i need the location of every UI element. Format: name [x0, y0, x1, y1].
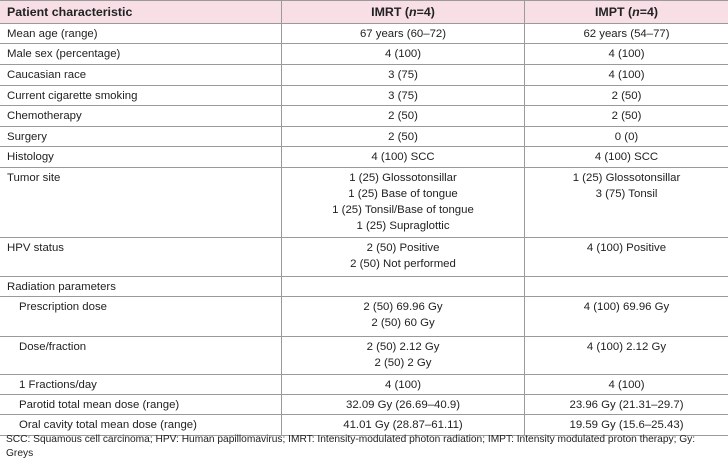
- impt-value: 19.59 Gy (15.6–25.43): [569, 419, 684, 431]
- imrt-value: [282, 339, 524, 371]
- row-label: Male sex (percentage): [7, 48, 121, 60]
- row-label: Caucasian race: [7, 69, 87, 81]
- table-footnote: SCC: Squamous cell carcinoma; HPV: Human papillomavirus; IMRT: Intensity-modulated photon radiation; IMPT: Intensity modulated proton therapy; Gy: Greys: [6, 434, 696, 459]
- value-line: 2 (50) 69.96 Gy: [363, 301, 443, 313]
- imrt-value: 4 (100): [384, 379, 422, 391]
- impt-value: 4 (100) Positive: [586, 242, 667, 254]
- impt-value: 4 (100): [608, 379, 645, 391]
- row-label: 1 Fractions/day: [19, 379, 97, 391]
- header-imrt: IMRT (n=4): [371, 5, 435, 19]
- table-row: [0, 337, 728, 375]
- table-row: [0, 168, 728, 238]
- row-label: Parotid total mean dose (range): [19, 399, 180, 411]
- row-label: Tumor site: [7, 172, 61, 184]
- table-row: [0, 297, 728, 337]
- impt-value: 0 (0): [614, 131, 639, 143]
- value-line: 1 (25) Glossotonsillar: [572, 172, 681, 184]
- imrt-value: 67 years (60–72): [359, 28, 447, 40]
- table-row: [0, 24, 728, 44]
- imrt-value: 32.09 Gy (26.69–40.9): [346, 399, 460, 411]
- imrt-value: [282, 299, 524, 331]
- row-label: Prescription dose: [19, 301, 108, 313]
- impt-value: 2 (50): [611, 90, 642, 102]
- value-line: 2 (50) Not performed: [350, 258, 456, 270]
- value-line: 1 (25) Base of tongue: [348, 188, 458, 200]
- table-row: [0, 375, 728, 395]
- header-patient-characteristic: Patient characteristic: [7, 5, 133, 19]
- table-row: [0, 395, 728, 415]
- value-line: 2 (50) Positive: [366, 242, 440, 254]
- imrt-value: 2 (50): [388, 110, 418, 122]
- value-line: 2 (50) 2.12 Gy: [366, 341, 440, 353]
- table-row: [0, 238, 728, 277]
- table-row: [0, 65, 728, 86]
- imrt-value: [282, 170, 524, 234]
- impt-value: 4 (100) SCC: [594, 151, 659, 163]
- impt-value: 4 (100): [608, 48, 645, 60]
- imrt-value: 3 (75): [388, 90, 418, 102]
- row-label: Current cigarette smoking: [7, 90, 138, 102]
- value-line: 3 (75) Tonsil: [595, 188, 658, 200]
- table-header: [0, 0, 728, 24]
- table-row: [0, 147, 728, 168]
- impt-value: 4 (100): [608, 69, 645, 81]
- row-label: Chemotherapy: [7, 110, 82, 122]
- column-divider: [524, 277, 525, 296]
- row-label: HPV status: [7, 242, 64, 254]
- imrt-value: 2 (50): [388, 131, 418, 143]
- header-impt: IMPT (n=4): [594, 5, 658, 19]
- table-row: [0, 127, 728, 147]
- impt-value: 4 (100) 2.12 Gy: [586, 341, 667, 353]
- imrt-value: [282, 240, 524, 272]
- value-line: 1 (25) Glossotonsillar: [349, 172, 457, 184]
- section-label: Radiation parameters: [7, 281, 116, 293]
- row-label: Histology: [7, 151, 54, 163]
- row-label: Oral cavity total mean dose (range): [19, 419, 197, 431]
- value-line: 2 (50) 2 Gy: [374, 357, 432, 369]
- column-divider: [281, 277, 282, 296]
- impt-value: 23.96 Gy (21.31–29.7): [569, 399, 684, 411]
- table-row: [0, 106, 728, 127]
- impt-value: 62 years (54–77): [583, 28, 670, 40]
- table-row: [0, 86, 728, 106]
- row-label: Dose/fraction: [19, 341, 87, 353]
- value-line: 1 (25) Tonsil/Base of tongue: [332, 204, 474, 216]
- imrt-value: 4 (100): [384, 48, 422, 60]
- table-row-section: [0, 277, 728, 297]
- impt-value: 4 (100) 69.96 Gy: [583, 301, 670, 313]
- table-row: [0, 44, 728, 65]
- impt-value: 2 (50): [611, 110, 642, 122]
- impt-value: [525, 170, 728, 202]
- value-line: 1 (25) Supraglottic: [356, 220, 450, 232]
- row-label: Mean age (range): [7, 28, 98, 40]
- value-line: 2 (50) 60 Gy: [371, 317, 435, 329]
- imrt-value: 3 (75): [388, 69, 418, 81]
- imrt-value: 4 (100) SCC: [371, 151, 435, 163]
- row-label: Surgery: [7, 131, 47, 143]
- imrt-value: 41.01 Gy (28.87–61.11): [343, 419, 463, 431]
